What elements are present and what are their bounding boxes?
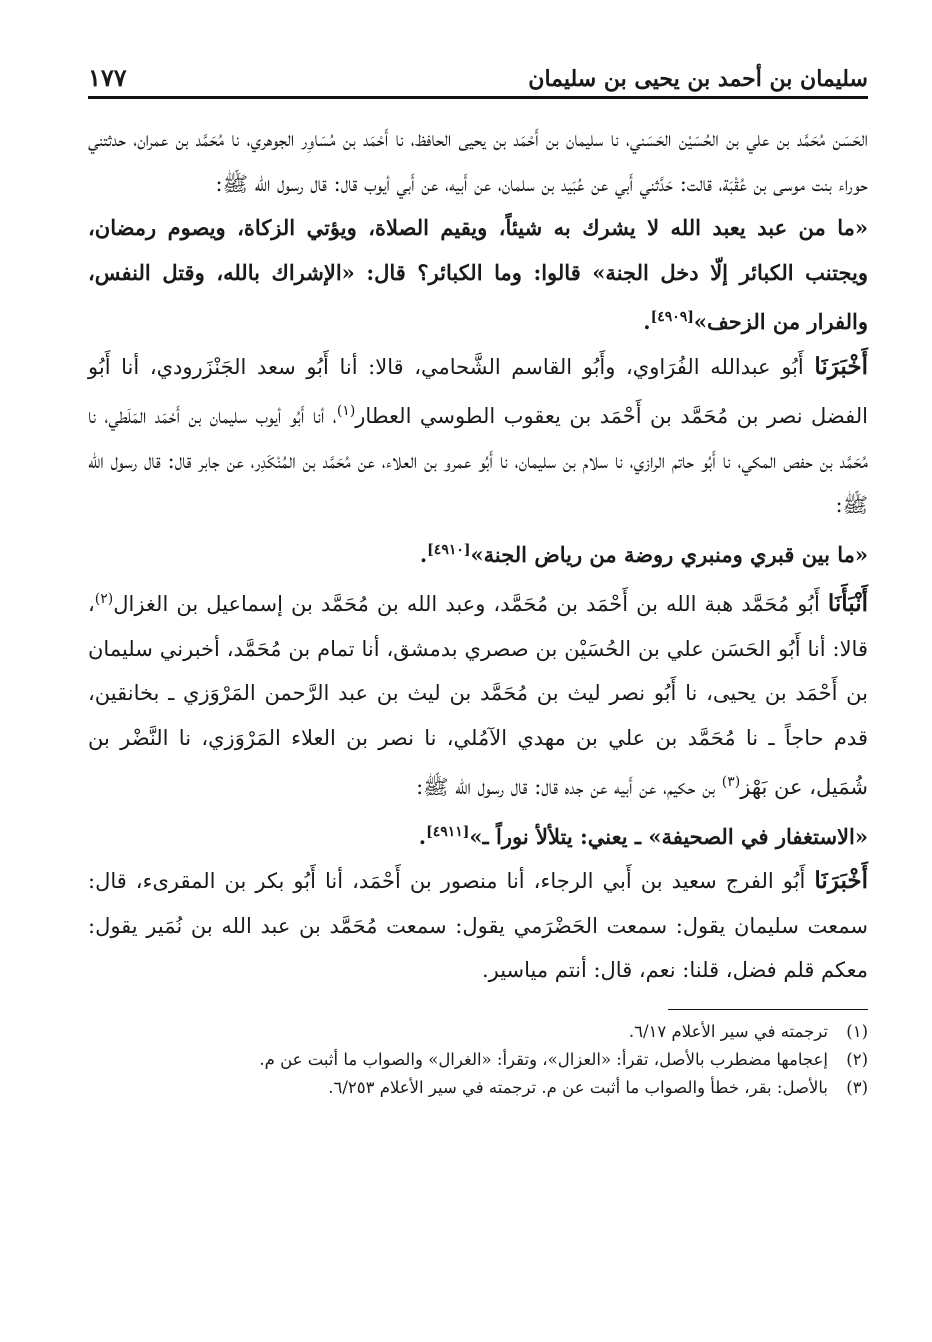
running-head <box>88 50 868 99</box>
isnad-text: ، قالا: أنا أَبُو الحَسَن علي بن الحُسَيْن بن صصري بدمشق، أنا تمام بن مُحَمَّد، أخبرني سليمان بن أَحْمَد بن يحيى، نا أَبُو نصر ليث بن مُحَمَّد بن ليث بن عبد الرَّحمن المَرْوَزي ـ بخانقين، قدم حاجاً ـ نا مُحَمَّد بن علي بن مهدي الآمُلي، نا نصر بن العلاء المَرْوَزي، نا النَّضْر بن شُمَيل، عن بَهْز <box>88 592 868 799</box>
running-title: سليمان بن أحمد بن يحيى بن سليمان <box>528 66 868 92</box>
transmission-keyword: أَخْبَرَنَا <box>814 867 868 894</box>
footnote-separator <box>668 1009 868 1010</box>
page-number: ١٧٧ <box>88 63 127 92</box>
hadith-text: «ما من عبد يعبد الله لا يشرك به شيئاً، ويقيم الصلاة، ويؤتي الزكاة، ويصوم رمضان، ويجتنب الكبائر إلّا دخل الجنة» قالوا: وما الكبائر؟ قال: «الإشراك بالله، وقتل النفس، والفرار من الزحف» <box>88 215 868 334</box>
body-text <box>88 117 868 993</box>
footnote-number: (١) <box>846 1021 868 1041</box>
footnote-number: (٣) <box>846 1077 868 1097</box>
footnote-marker[interactable]: (٣) <box>721 774 741 790</box>
isnad-text: بن حكيم، عن أَبيه عن جده قال: قال رسول الله ﷺ: <box>416 775 722 799</box>
footnote-text: إعجامها مضطرب بالأصل، تقرأ: «العزال»، وتقرأ: «الغرال» والصواب ما أثبت عن م. <box>259 1049 828 1069</box>
hadith-number: [٤٩١٠] <box>427 541 471 558</box>
hadith-text: «ما بين قبري ومنبري روضة من رياض الجنة» <box>470 541 868 567</box>
footnote-text: ترجمته في سير الأعلام ٦/١٧. <box>628 1021 828 1041</box>
isnad-text: أَبُو الفرج سعيد بن أَبي الرجاء، أنا منصور بن أَحْمَد، أنا أَبُو بكر بن المقرىء، قال: سمعت سليمان يقول: سمعت الحَضْرَمي يقول: سمعت مُحَمَّد بن عبد الله بن نُمَير يقول: معكم قلم فضل، قلنا: نعم، قال: أنتم مياسير. <box>88 869 868 982</box>
footnote <box>88 1046 868 1074</box>
hadith-number: [٤٩١١] <box>426 823 470 840</box>
paragraph-isnad <box>88 859 868 993</box>
isnad-text: الحَسَن مُحَمَّد بن علي بن الحُسَيْن الحَسَني، نا سليمان بن أَحْمَد بن يحيى الحافظ، نا أَحْمَد بن مُسَاوِر الجوهري، نا مُحَمَّد بن عمران، حدثتني حوراء بنت موسى بن عُقْبَة، قالت: حَدَّثني أَبي عن عُبَيد بن سلمان، عن أَبيه، عن أَبي أيوب قال: قال رسول الله ﷺ: <box>88 127 868 196</box>
paragraph-hadith: «ما بين قبري ومنبري روضة من رياض الجنة»[٤٩١٠]. <box>419 541 868 567</box>
footnote-text: بالأصل: بقر، خطأ والصواب ما أثبت عن م. ترجمته في سير الأعلام ٦/٢٥٣. <box>328 1077 828 1097</box>
paragraph-hadith: «ما من عبد يعبد الله لا يشرك به شيئاً، ويقيم الصلاة، ويؤتي الزكاة، ويصوم رمضان، ويجتنب الكبائر إلّا دخل الجنة» قالوا: وما الكبائر؟ قال: «الإشراك بالله، وقتل النفس، والفرار من الزحف»[٤٩٠٩]. <box>88 215 868 334</box>
transmission-keyword: أَخْبَرَنَا <box>814 352 868 380</box>
book-page <box>88 50 868 1300</box>
footnote-number: (٢) <box>846 1049 868 1069</box>
footnote <box>88 1018 868 1046</box>
footnote <box>88 1074 868 1102</box>
isnad-text: ، أنا أَبُو أيوب سليمان بن أَحْمَد المَلَطي، نا مُحَمَّد بن حفص المكي، نا أَبُو حاتم الرازي، نا سلام بن سليمان، نا أَبُو عمرو بن العلاء، عن مُحَمَّد بن المُنْكَدِر، عن جابر قال: قال رسول الله ﷺ: <box>88 404 868 517</box>
paragraph-hadith: «الاستغفار في الصحيفة» ـ يعني: يتلألأ نوراً ـ»[٤٩١١]. <box>418 823 868 849</box>
isnad-text: أَبُو مُحَمَّد هبة الله بن أَحْمَد بن مُحَمَّد، وعبد الله بن مُحَمَّد بن إسماعيل بن الغزال <box>113 592 820 616</box>
hadith-text: «الاستغفار في الصحيفة» ـ يعني: يتلألأ نوراً ـ» <box>469 823 868 849</box>
transmission-keyword: أَنْبَأَنَا <box>827 590 868 617</box>
paragraph-isnad <box>88 117 868 206</box>
footnotes <box>88 1018 868 1102</box>
isnad-text: أَبُو عبدالله الفُرَاوي، وأَبُو القاسم الشَّحامي، قالا: أنا أَبُو سعد الجَنْزَرودي، أنا أَبُو الفضل نصر بن مُحَمَّد بن أَحْمَد بن يعقوب الطوسي العطار <box>88 354 868 428</box>
footnote-marker[interactable]: (١) <box>336 403 356 419</box>
paragraph-isnad <box>88 345 868 528</box>
footnote-marker[interactable]: (٢) <box>94 591 114 607</box>
paragraph-isnad <box>88 577 868 810</box>
hadith-number: [٤٩٠٩] <box>650 309 694 325</box>
